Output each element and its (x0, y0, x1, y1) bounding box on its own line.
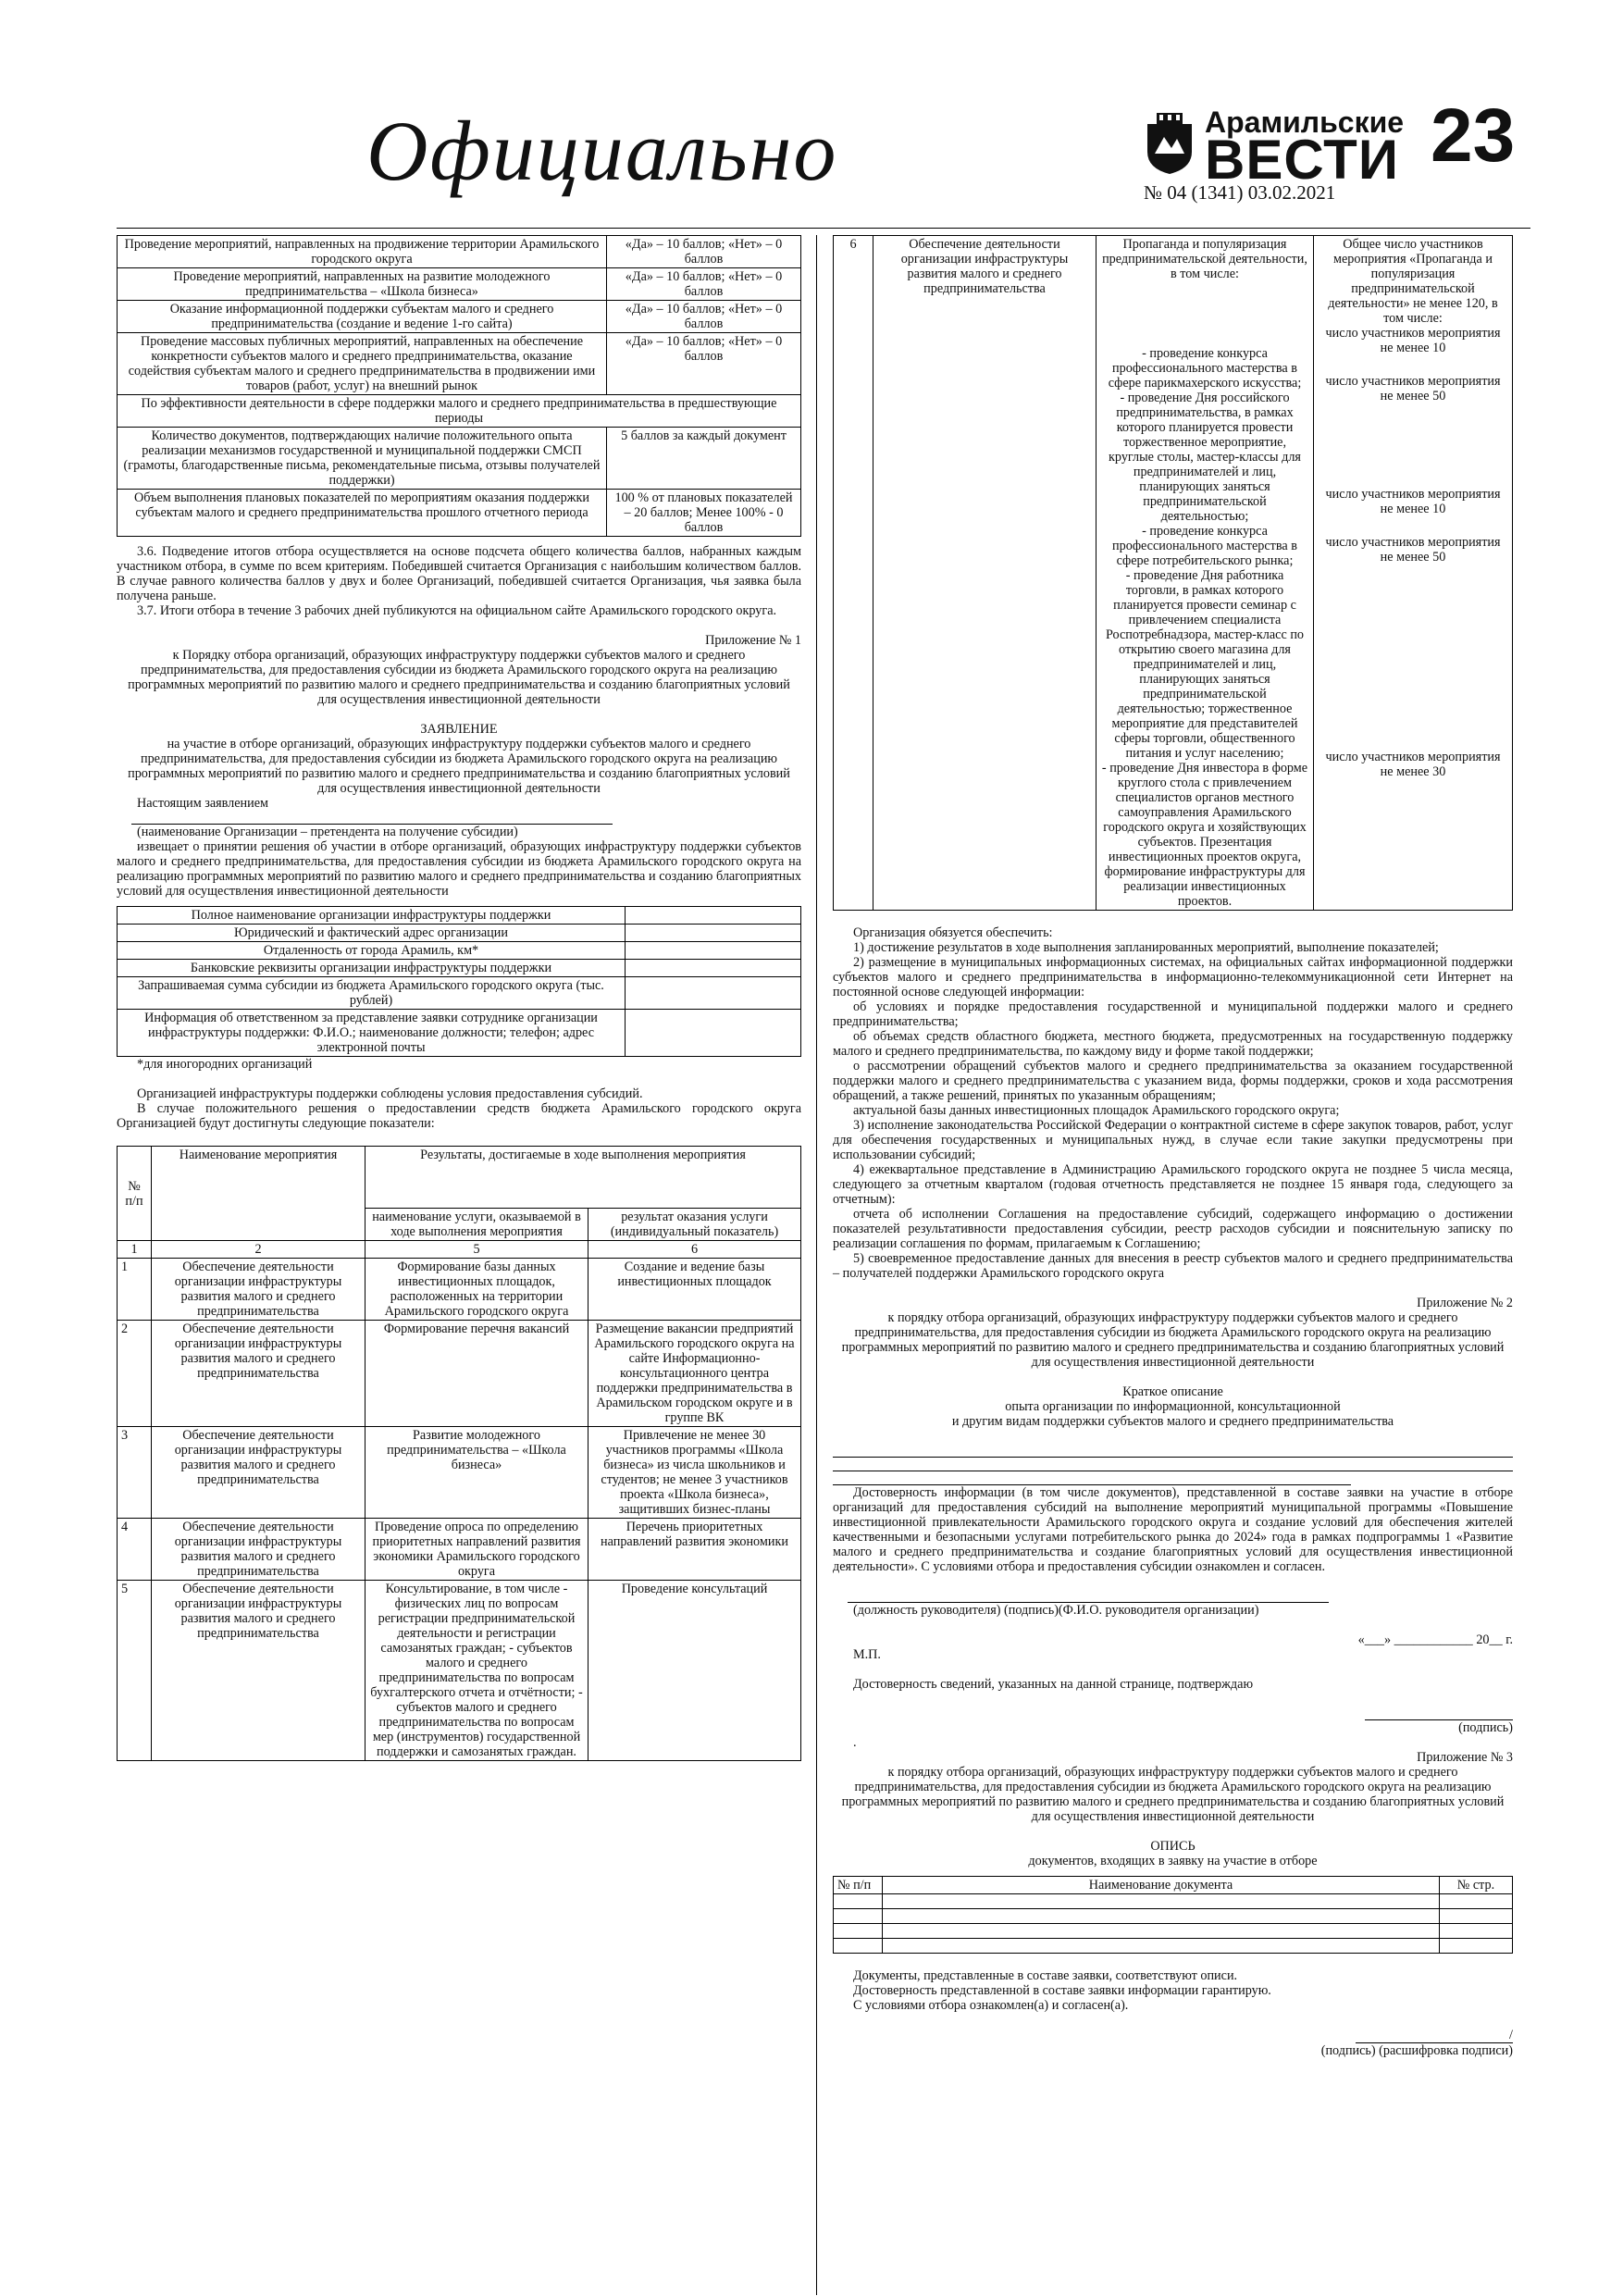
inventory-cell (883, 1939, 1440, 1954)
table-row (118, 1321, 801, 1427)
form-label-cell: Юридический и фактический адрес организации (118, 925, 626, 942)
inventory-table (833, 1876, 1513, 1954)
activity-name-cell: Обеспечение деятельности организации инфраструктуры развития малого и среднего предпринимательства (152, 1321, 365, 1427)
column-divider (816, 235, 817, 2295)
newspaper-logo (1144, 104, 1421, 191)
obligation-2b: об объемах средств областного бюджета, местного бюджета, предусмотренных на государственную поддержку малого и среднего предпринимательства, по каждому виду и форме такой поддержки; (833, 1029, 1513, 1059)
nastoyashim-line: Настоящим заявлением (137, 796, 269, 811)
signature-slash-text: / (1509, 2028, 1513, 2042)
table-row (834, 236, 1513, 911)
result-cell: Перечень приоритетных направлений развития экономики (588, 1519, 801, 1581)
appendix-3-title: Приложение № 3 (1417, 1750, 1513, 1765)
inventory-header-page: № стр. (1440, 1877, 1513, 1894)
form-value-cell[interactable] (626, 942, 801, 960)
table-row (118, 1010, 801, 1057)
table-row (118, 490, 801, 537)
obligation-5: 5) своевременное предоставление данных для внесения в реестр субъектов малого и среднего предпринимательства – получателей поддержки Арамильского городского округа (833, 1251, 1513, 1281)
form-label-cell: Запрашиваемая сумма субсидии из бюджета Арамильского городского округа (тыс. рублей) (118, 977, 626, 1010)
criteria-text-cell: Оказание информационной поддержки субъектам малого и среднего предпринимательства (создание и ведение 1-го сайта) (118, 301, 607, 333)
paragraph-3-7: 3.7. Итоги отбора в течение 3 рабочих дней публикуются на официальном сайте Арамильского городского округа. (137, 603, 777, 618)
header-results: Результаты, достигаемые в ходе выполнения мероприятия (365, 1147, 801, 1209)
criteria-text-cell: Количество документов, подтверждающих наличие положительного опыта реализации механизмов государственной и муниципальной поддержки СМСП (грамоты, благодарственные письма, рекомендательные письма, отзывы получателей поддержки) (118, 428, 607, 490)
table-row (118, 268, 801, 301)
form-value-cell[interactable] (626, 907, 801, 925)
form-label-cell: Полное наименование организации инфраструктуры поддержки (118, 907, 626, 925)
criteria-text-cell: Проведение мероприятий, направленных на продвижение территории Арамильского городского округа (118, 236, 607, 268)
logo-line-2: ВЕСТИ (1205, 129, 1399, 191)
table-row (118, 1259, 801, 1321)
org-name-caption: (наименование Организации – претендента на получение субсидии) (137, 825, 518, 839)
table-row (118, 333, 801, 395)
column-number-cell: 2 (152, 1241, 365, 1259)
header-result: результат оказания услуги (индивидуальный показатель) (588, 1209, 801, 1241)
obligation-2a: об условиях и порядке предоставления государственной и муниципальной поддержки малого и среднего предпринимательства; (833, 999, 1513, 1029)
zayavlenie-subheading: на участие в отборе организаций, образующих инфраструктуру поддержки субъектов малого и среднего предпринимательства, для предоставления субсидии из бюджета Арамильского городского округа на реализацию программных мероприятий по развитию малого и среднего предпринимательства и созданию благоприятных условий для осуществления инвестиционной деятельности (128, 737, 790, 796)
criteria-score-cell: 100 % от плановых показателей – 20 баллов; Менее 100% - 0 баллов (607, 490, 801, 537)
header-name: Наименование мероприятия (152, 1147, 365, 1241)
service-cell: Развитие молодежного предпринимательства – «Школа бизнеса» (365, 1427, 588, 1519)
result-intro: Общее число участников мероприятия «Пропаганда и популяризация предпринимательской деятельности» не менее 120, в том числе: (1328, 237, 1498, 326)
activity-name-cell: Обеспечение деятельности организации инфраструктуры развития малого и среднего предпринимательства (152, 1259, 365, 1321)
table-numbering-row (118, 1241, 801, 1259)
header-num: № п/п (118, 1147, 152, 1241)
activity-name-cell: Обеспечение деятельности организации инфраструктуры развития малого и среднего предпринимательства (152, 1581, 365, 1761)
result-cell: Создание и ведение базы инвестиционных площадок (588, 1259, 801, 1321)
signature-slash (1356, 2028, 1513, 2043)
obligation-2: 2) размещение в муниципальных информационных системах, на официальных сайтах информационной поддержки субъектов малого и среднего предпринимательства в информационно-телекоммуникационной сети Интернет на постоянной основе следующей информации: (833, 955, 1513, 999)
obligation-2c: о рассмотрении обращений субъектов малого и среднего предпринимательства за оказанием государственной поддержки малого и среднего предпринимательства с указанием вида, формы поддержки, сроков и хода рассмотрения обращений, а также решений, принятых по указанным обращениям; (833, 1059, 1513, 1103)
footnote: *для иногородних организаций (137, 1057, 313, 1072)
table-row (118, 236, 801, 268)
documents-line-1: Документы, представленные в составе заявки, соответствуют описи. (853, 1968, 1238, 1983)
appendix-1-subtitle: к Порядку отбора организаций, образующих инфраструктуру поддержки субъектов малого и среднего предпринимательства, для предоставления субсидии из бюджета Арамильского городского округа на реализацию программных мероприятий по развитию малого и среднего предпринимательства и созданию благоприятных условий для осуществления инвестиционной деятельности (128, 648, 790, 707)
right-column (833, 235, 1513, 2058)
criteria-text-cell: Проведение мероприятий, направленных на развитие молодежного предпринимательства – «Школа бизнеса» (118, 268, 607, 301)
appendix-1-title: Приложение № 1 (705, 633, 801, 648)
documents-line-3: С условиями отбора ознакомлен(а) и согласен(а). (853, 1998, 1129, 2013)
form-value-cell[interactable] (626, 960, 801, 977)
table-row (118, 1427, 801, 1519)
form-value-cell[interactable] (626, 1010, 801, 1057)
header-rule (117, 228, 1530, 229)
service-cell: Консультирование, в том числе - физических лиц по вопросам регистрации предпринимательской деятельности и регистрации самозанятых граждан; - субъектов малого и среднего предпринимательства по вопросам бухгалтерского отчета и отчётности; - субъектов малого и среднего предпринимательства по вопросам мер (инструментов) государственной поддержки и самозанятых граждан. (365, 1581, 588, 1761)
criteria-score-cell: «Да» – 10 баллов; «Нет» – 0 баллов (607, 236, 801, 268)
signature-line (848, 1589, 1329, 1603)
brief-description-2: опыта организации по информационной, консультационной (1005, 1399, 1341, 1414)
obligation-1: 1) достижение результатов в ходе выполнения запланированных мероприятий, выполнение показателей; (853, 940, 1439, 955)
result-item: число участников мероприятия не менее 10 (1325, 326, 1501, 355)
indicators-paragraph: В случае положительного решения о предоставлении средств бюджета Арамильского городского округа Организацией будут достигнуты следующие показатели: (117, 1101, 801, 1131)
criteria-table (117, 235, 801, 537)
signature-caption: (должность руководителя) (подпись)(Ф.И.О. руководителя организации) (853, 1603, 1259, 1618)
signature-line (1365, 1706, 1513, 1720)
service-item: - проведение конкурса профессионального мастерства в сфере парикмахерского искусства; (1108, 346, 1302, 391)
column-number-cell: 6 (588, 1241, 801, 1259)
blank-line (131, 811, 613, 825)
blank-line (833, 1458, 1513, 1471)
criteria-group-cell: По эффективности деятельности в сфере поддержки малого и среднего предпринимательства в предшествующие периоды (118, 395, 801, 428)
brief-description-3: и другим видам поддержки субъектов малого и среднего предпринимательства (951, 1414, 1394, 1429)
result-item: число участников мероприятия не менее 10 (1325, 487, 1501, 516)
inventory-cell (883, 1909, 1440, 1924)
logo-line-1: Арамильские (1205, 105, 1405, 139)
inventory-cell (834, 1909, 883, 1924)
row-number-cell: 1 (118, 1259, 152, 1321)
blank-line (833, 1471, 1351, 1485)
stamp-placeholder: М.П. (853, 1647, 881, 1662)
column-number-cell: 5 (365, 1241, 588, 1259)
service-cell (1096, 236, 1314, 911)
inventory-cell (834, 1939, 883, 1954)
obligations-heading: Организация обязуется обеспечить: (853, 925, 1053, 940)
criteria-score-cell: «Да» – 10 баллов; «Нет» – 0 баллов (607, 268, 801, 301)
conditions-paragraph: Организацией инфраструктуры поддержки соблюдены условия предоставления субсидий. (137, 1086, 643, 1101)
criteria-text-cell: Проведение массовых публичных мероприятий, направленных на обеспечение конкретности субъектов малого и среднего предпринимательства, оказание содействия субъектам малого и среднего предпринимательства в продвижении ими товаров (работ, услуг) на внешний рынок (118, 333, 607, 395)
row-number-cell: 6 (834, 236, 873, 911)
confirmation-line: Достоверность сведений, указанных на данной странице, подтверждаю (853, 1677, 1254, 1692)
paragraph-3-6: 3.6. Подведение итогов отбора осуществляется на основе подсчета общего количества баллов, набранных каждым участником отбора, в сумме по всем критериям. Победившей считается Организация с наибольшим количеством баллов. В случае равного количества баллов у двух и более Организаций, победившей считается Организация, чья заявка была получена раньше. (117, 544, 801, 603)
form-label-cell: Банковские реквизиты организации инфраструктуры поддержки (118, 960, 626, 977)
signature-label: (подпись) (1458, 1720, 1513, 1735)
criteria-score-cell: «Да» – 10 баллов; «Нет» – 0 баллов (607, 301, 801, 333)
left-column (117, 235, 801, 1761)
result-item: число участников мероприятия не менее 50 (1325, 535, 1501, 565)
final-signature-caption: (подпись) (расшифровка подписи) (1320, 2043, 1513, 2058)
page-number: 23 (1431, 93, 1516, 178)
inventory-cell (834, 1894, 883, 1909)
row-number-cell: 2 (118, 1321, 152, 1427)
izveshaet-paragraph: извещает о принятии решения об участии в отборе организаций, образующих инфраструктуру поддержки субъектов малого и среднего предпринимательства, для предоставления субсидии из бюджета Арамильского городского округа на реализацию программных мероприятий по развитию малого и среднего предпринимательства и созданию благоприятных условий для осуществления инвестиционной деятельности (117, 839, 801, 899)
result-item: число участников мероприятия не менее 30 (1325, 750, 1501, 779)
result-cell (1314, 236, 1513, 911)
reliability-paragraph: Достоверность информации (в том числе документов), представленной в составе заявки на участие в отборе организаций для предоставления субсидий на выполнение мероприятий муниципальной программы «Повышение инвестиционной привлекательности Арамильского городского округа и создание условий для обеспечения жителей качественными и безопасными услугами потребительского рынка до 2024» года в рамках подпрограммы 1 «Развитие малого и среднего предпринимательства и создание благоприятных условий для осуществления инвестиционной деятельности». С условиями отбора и предоставления субсидии ознакомлен и согласен. (833, 1485, 1513, 1574)
row-number-cell: 3 (118, 1427, 152, 1519)
obligation-2d: актуальной базы данных инвестиционных площадок Арамильского городского округа; (853, 1103, 1340, 1118)
service-cell: Формирование базы данных инвестиционных площадок, расположенных на территории Арамильского городского округа (365, 1259, 588, 1321)
opis-heading: ОПИСЬ (1150, 1839, 1196, 1854)
form-label-cell: Отдаленность от города Арамиль, км* (118, 942, 626, 960)
service-item: - проведение Дня инвестора в форме круглого стола с привлечением специалистов органов местного самоуправления Арамильского городского округа и хозяйствующих субъектов. Презентация инвестиционных проектов округа, формирование инфраструктуры для реализации инвестиционных проектов. (1101, 761, 1308, 909)
result-cell: Размещение вакансии предприятий Арамильского городского округа на сайте Информационно-консультационного центра поддержки предпринимательства в Арамильском городском округе и в группе ВК (588, 1321, 801, 1427)
row-number-cell: 5 (118, 1581, 152, 1761)
dot-mark: . (853, 1735, 857, 1750)
appendix-2-title: Приложение № 2 (1417, 1296, 1513, 1310)
inventory-cell (834, 1924, 883, 1939)
table-row (118, 977, 801, 1010)
service-item: - проведение Дня российского предпринимательства, в рамках которого планируется провести торжественное мероприятие, круглые столы, мастер-классы для предпринимателей и лиц, планирующих заняться предпринимательской деятельностью; (1109, 391, 1301, 524)
results-table (117, 1146, 801, 1761)
inventory-cell (1440, 1939, 1513, 1954)
inventory-cell (1440, 1924, 1513, 1939)
activity-name-cell: Обеспечение деятельности организации инфраструктуры развития малого и среднего предпринимательства (873, 236, 1096, 911)
table-row (118, 1519, 801, 1581)
form-value-cell[interactable] (626, 977, 801, 1010)
blank-line (833, 1444, 1513, 1458)
criteria-score-cell: 5 баллов за каждый документ (607, 428, 801, 490)
result-cell: Привлечение не менее 30 участников программы «Школа бизнеса» из числа школьников и студентов; не менее 3 участников проекта «Школа бизнеса», защитивших бизнес-планы (588, 1427, 801, 1519)
row-6-table (833, 235, 1513, 911)
zayavlenie-heading: ЗАЯВЛЕНИЕ (420, 722, 498, 737)
inventory-header-num: № п/п (834, 1877, 883, 1894)
column-number-cell: 1 (118, 1241, 152, 1259)
table-row (118, 942, 801, 960)
section-title: Официально (366, 104, 838, 198)
page-header (117, 93, 1530, 202)
service-item: - проведение Дня работника торговли, в рамках которого планируется провести семинар с привлечением специалиста Роспотребнадзора, мастер-класс по открытию своего магазина для предпринимателей и лиц, планирующих заняться предпринимательской деятельностью; торжественное мероприятие для представителей сферы торговли, общественного питания и услуг населению; (1105, 568, 1305, 761)
crest-icon (1144, 111, 1196, 176)
table-row (118, 301, 801, 333)
criteria-score-cell: «Да» – 10 баллов; «Нет» – 0 баллов (607, 333, 801, 395)
opis-subheading: документов, входящих в заявку на участие в отборе (1028, 1854, 1318, 1868)
row-number-cell: 4 (118, 1519, 152, 1581)
result-item: число участников мероприятия не менее 50 (1325, 374, 1501, 403)
table-row (118, 395, 801, 428)
brief-description-1: Краткое описание (1122, 1384, 1223, 1399)
table-row (118, 1581, 801, 1761)
inventory-cell (1440, 1909, 1513, 1924)
table-row (118, 428, 801, 490)
service-cell: Формирование перечня вакансий (365, 1321, 588, 1427)
result-cell: Проведение консультаций (588, 1581, 801, 1761)
form-value-cell[interactable] (626, 925, 801, 942)
appendix-2-subtitle: к порядку отбора организаций, образующих инфраструктуру поддержки субъектов малого и среднего предпринимательства, для предоставления субсидии из бюджета Арамильского городского округа на реализацию программных мероприятий по развитию малого и среднего предпринимательства и созданию благоприятных условий для осуществления инвестиционной деятельности (841, 1310, 1505, 1370)
documents-line-2: Достоверность представленной в составе заявки информации гарантирую. (853, 1983, 1271, 1998)
application-form-table (117, 906, 801, 1057)
obligation-4a: отчета об исполнении Соглашения на предоставление субсидий, содержащего информацию о достижении показателей результативности предоставления субсидии, реестр расходов субсидии и пояснительную записку по реализации соглашения по формам, прилагаемым к Соглашению; (833, 1207, 1513, 1251)
obligation-4: 4) ежеквартальное представление в Администрацию Арамильского городского округа не позднее 5 числа месяца, следующего за отчетным кварталом (годовая отчетность представляется не позднее 15 января года, следующего за отчетным): (833, 1162, 1513, 1207)
service-cell: Проведение опроса по определению приоритетных направлений развития экономики Арамильского городского округа (365, 1519, 588, 1581)
table-row (118, 960, 801, 977)
inventory-cell (1440, 1894, 1513, 1909)
table-header-row (118, 1147, 801, 1209)
activity-name-cell: Обеспечение деятельности организации инфраструктуры развития малого и среднего предпринимательства (152, 1427, 365, 1519)
obligation-3: 3) исполнение законодательства Российской Федерации о контрактной системе в сфере закупок товаров, работ, услуг для обеспечения государственных и муниципальных нужд, в случае если такие закупки предусмотрены при использовании субсидий; (833, 1118, 1513, 1162)
criteria-text-cell: Объем выполнения плановых показателей по мероприятиям оказания поддержки субъектам малого и среднего предпринимательства прошлого отчетного периода (118, 490, 607, 537)
service-item: - проведение конкурса профессионального мастерства в сфере потребительского рынка; (1112, 524, 1297, 568)
issue-info: № 04 (1341) 03.02.2021 (1144, 181, 1336, 204)
table-row (118, 925, 801, 942)
header-service: наименование услуги, оказываемой в ходе выполнения мероприятия (365, 1209, 588, 1241)
inventory-cell (883, 1894, 1440, 1909)
service-intro: Пропаганда и популяризация предпринимательской деятельности, в том числе: (1102, 237, 1307, 281)
form-label-cell: Информация об ответственном за представление заявки сотруднике организации инфраструктуры поддержки: Ф.И.О.; наименование должности; телефон; адрес электронной почты (118, 1010, 626, 1057)
activity-name-cell: Обеспечение деятельности организации инфраструктуры развития малого и среднего предпринимательства (152, 1519, 365, 1581)
inventory-header-name: Наименование документа (883, 1877, 1440, 1894)
inventory-cell (883, 1924, 1440, 1939)
appendix-3-subtitle: к порядку отбора организаций, образующих инфраструктуру поддержки субъектов малого и среднего предпринимательства, для предоставления субсидии из бюджета Арамильского городского округа на реализацию программных мероприятий по развитию малого и среднего предпринимательства и созданию благоприятных условий для осуществления инвестиционной деятельности (841, 1765, 1505, 1824)
date-line: «___» ____________ 20__ г. (1357, 1632, 1513, 1647)
table-row (118, 907, 801, 925)
